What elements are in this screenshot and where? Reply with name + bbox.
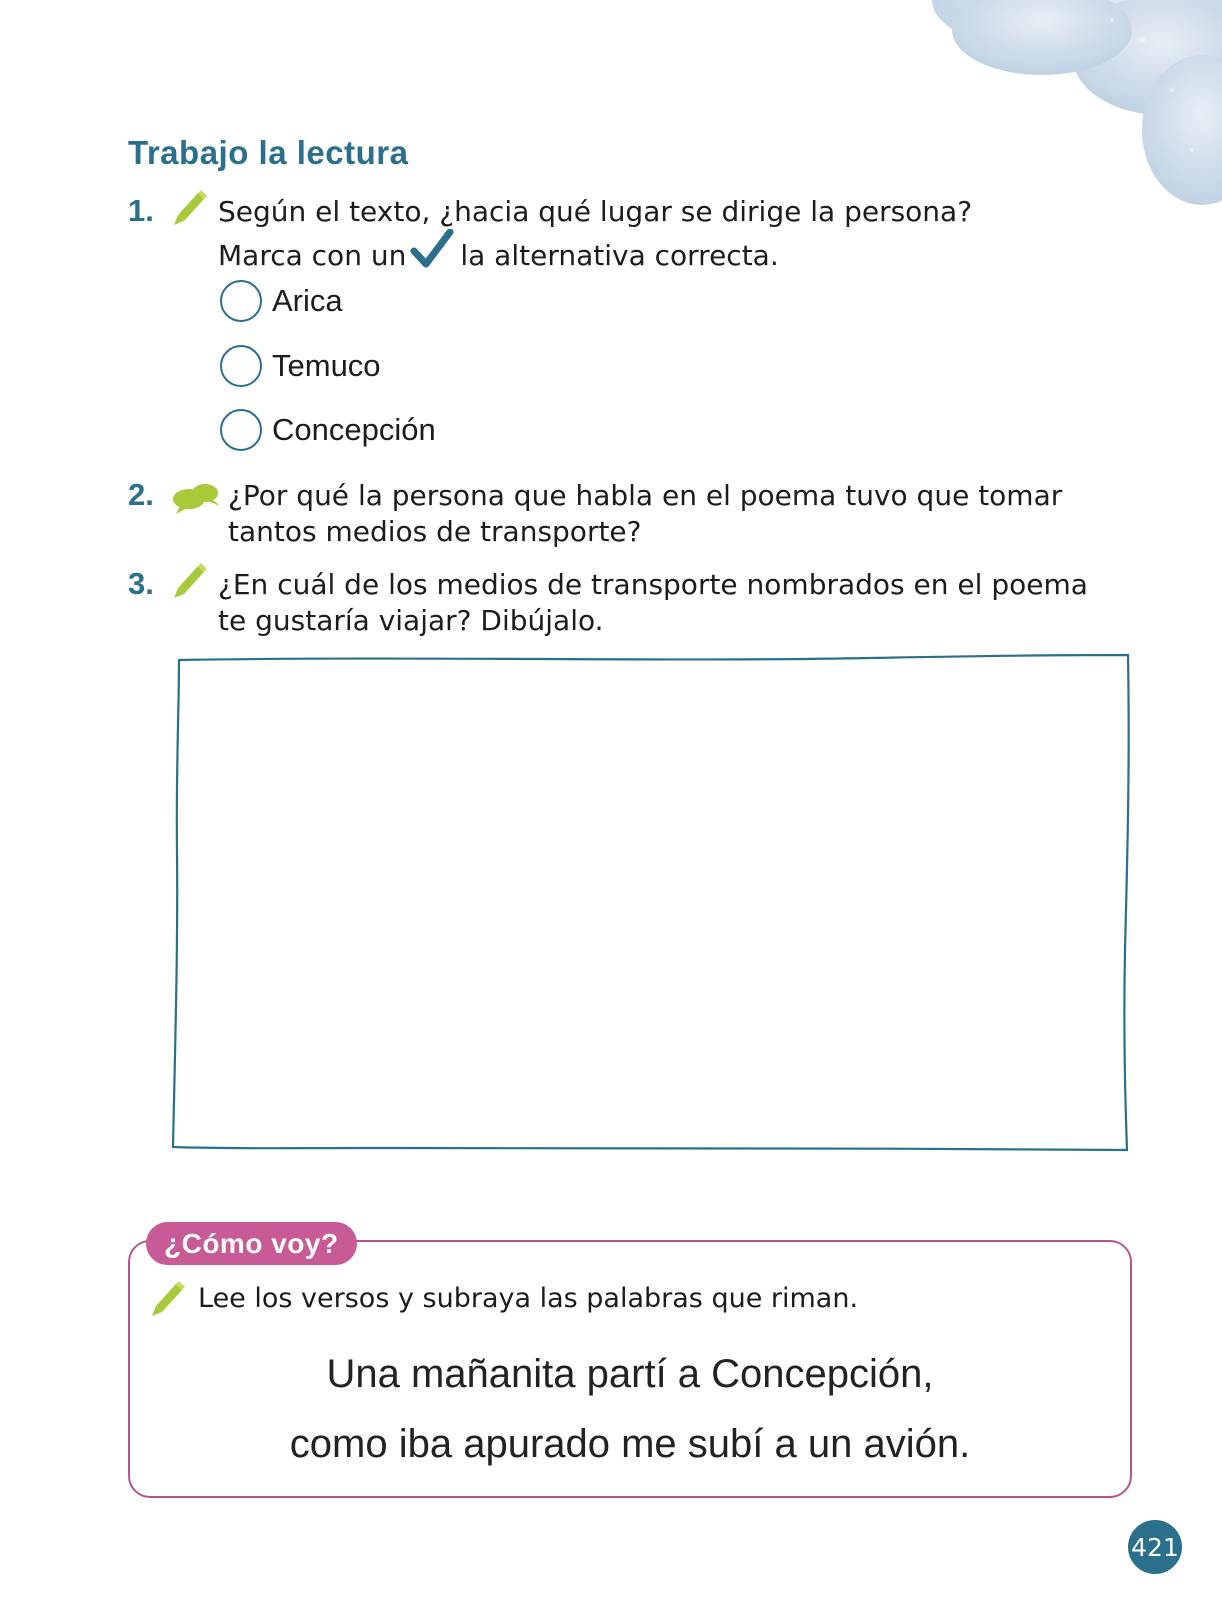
question-1-text-line1: Según el texto, ¿hacia qué lugar se dirige la persona? (218, 195, 973, 228)
question-2-number: 2. (128, 477, 154, 512)
radio-button[interactable] (220, 345, 262, 387)
option-label: Concepción (272, 412, 436, 447)
watercolor-cloud-decoration (842, 0, 1222, 220)
page-number: 421 (1128, 1520, 1182, 1574)
question-3-number: 3. (128, 566, 154, 601)
drawing-area[interactable] (170, 650, 1134, 1180)
question-2-text-line2: tantos medios de transporte? (228, 515, 642, 548)
pencil-icon (170, 560, 210, 600)
option-temuco[interactable] (220, 342, 381, 390)
option-concepcion[interactable] (220, 406, 436, 454)
option-label: Arica (272, 283, 343, 318)
verse-line-1[interactable]: Una mañanita partí a Concepción, (326, 1352, 934, 1396)
como-voy-badge: ¿Cómo voy? (146, 1222, 357, 1265)
checkmark-icon (410, 229, 454, 271)
radio-button[interactable] (220, 280, 262, 322)
radio-button[interactable] (220, 409, 262, 451)
como-voy-instruction: Lee los versos y subraya las palabras que riman. (198, 1283, 859, 1314)
question-3-text-line2: te gustaría viajar? Dibújalo. (218, 604, 604, 637)
question-1-text-before: Marca con un (218, 239, 407, 272)
question-3-text-line1: ¿En cuál de los medios de transporte nombrados en el poema (218, 568, 1088, 601)
question-1-text-after: la alternativa correcta. (460, 239, 779, 272)
pencil-icon (148, 1278, 188, 1318)
question-1-text-line2 (218, 229, 779, 274)
question-1-number: 1. (128, 193, 154, 228)
question-2-text-line1: ¿Por qué la persona que habla en el poema tuvo que tomar (228, 479, 1063, 512)
option-label: Temuco (272, 348, 381, 383)
speech-bubbles-icon (172, 482, 222, 516)
verse-line-2[interactable]: como iba apurado me subí a un avión. (289, 1422, 971, 1466)
section-title: Trabajo la lectura (128, 134, 409, 171)
pencil-icon (170, 187, 210, 227)
option-arica[interactable] (220, 277, 343, 325)
